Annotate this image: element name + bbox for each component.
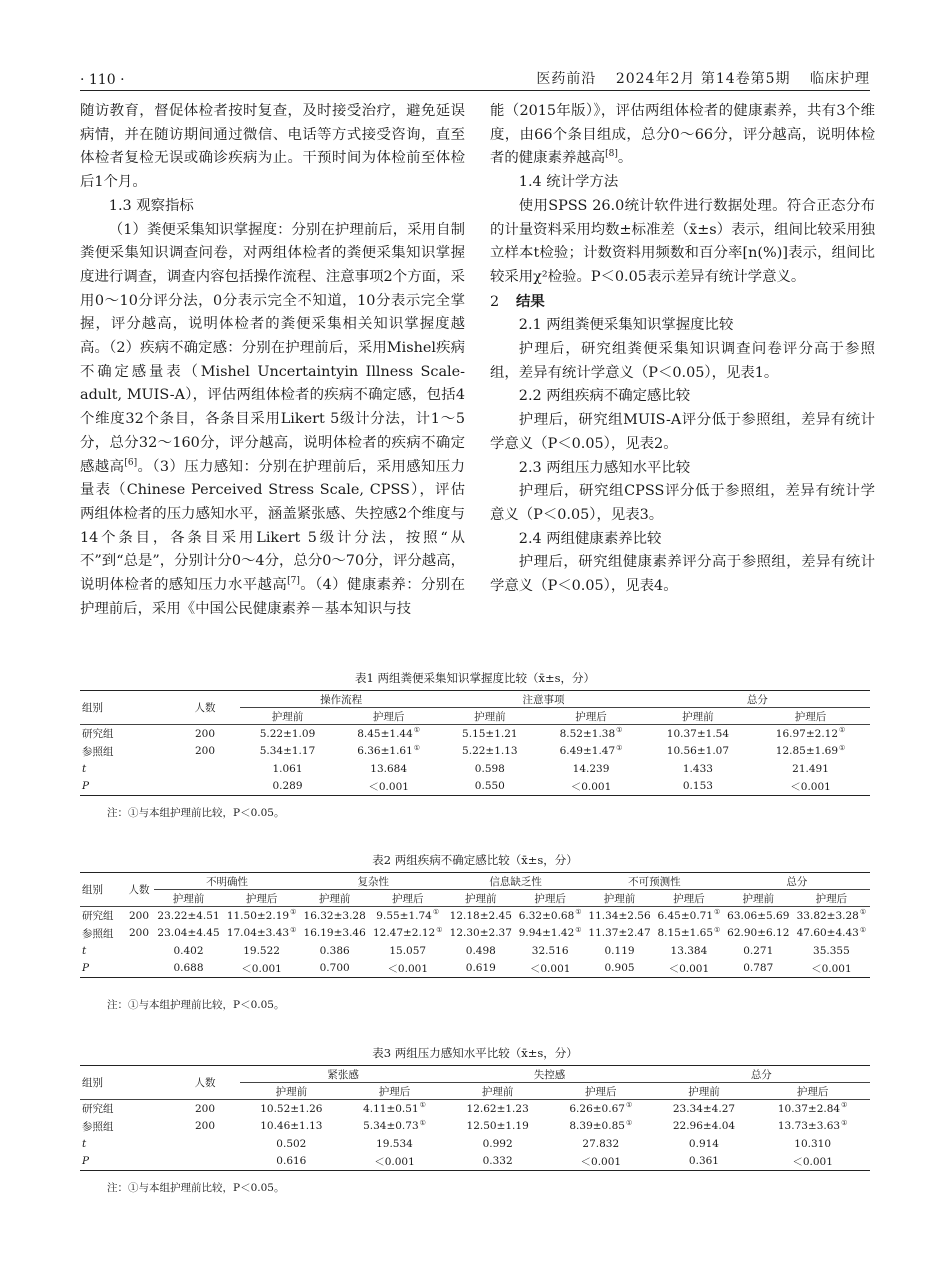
table-header: 总分 <box>645 691 870 708</box>
table-row: 参照组 200 10.46±1.13 5.34±0.73① 12.50±1.19 8.39±0.85① 22.96±4.04 13.73±3.63① <box>82 1118 848 1133</box>
table-header: 不可预测性 <box>585 873 724 890</box>
section-heading-2-4: 2.4 两组健康素养比较 <box>518 530 662 547</box>
table1 <box>80 690 870 796</box>
table-header: 人数 <box>170 1066 240 1100</box>
journal-section: 临床护理 <box>810 71 870 87</box>
page-number: · 110 · <box>80 72 125 88</box>
citation: [7] <box>287 576 300 587</box>
table-row: 研究组 200 5.22±1.09 8.45±1.44① 5.15±1.21 8.52±1.38① 10.37±1.54 16.97±2.12① <box>80 725 870 743</box>
paragraph: 随访教育，督促体检者按时复查，及时接受治疗，避免延误病情，并在随访期间通过微信、电话等方式接受咨询，直至体检者复检无误或确诊疾病为止。干预时间为体检前至体检后1个月。 <box>80 103 465 191</box>
table-subheader: 护理前 <box>240 708 335 725</box>
table-header: 信息缺乏性 <box>446 873 585 890</box>
section-heading-2-3: 2.3 两组压力感知水平比较 <box>518 459 691 476</box>
table-header: 操作流程 <box>240 691 442 708</box>
table-row: 参照组 200 5.34±1.17 6.36±1.61① 5.22±1.13 6.49±1.47① 10.56±1.07 12.85±1.69① <box>82 743 846 758</box>
table1-note: 注：①与本组护理前比较，P＜0.05。 <box>107 807 285 819</box>
paragraph: 护理后，研究组健康素养评分高于参照组，差异有统计学意义（P＜0.05），见表4。 <box>490 554 875 595</box>
paragraph: 护理后，研究组粪便采集知识调查问卷评分高于参照组，差异有统计学意义（P＜0.05），见表1。 <box>490 341 875 381</box>
journal-name: 医药前沿 <box>536 71 597 87</box>
table-row: P 0.688 ＜0.001 0.700 ＜0.001 0.619 ＜0.001 0.905 ＜0.001 0.787 ＜0.001 <box>80 960 870 978</box>
paragraph: 能（2015年版）》，评估两组体检者的健康素养，共有3个维度，由66个条目组成，总分0～66分，评分越高，说明体检者的健康素养越高[8]。 <box>490 103 875 167</box>
table-header: 组别 <box>80 691 170 725</box>
table-header: 复杂性 <box>300 873 446 890</box>
table-row: t 0.502 19.534 0.992 27.832 0.914 10.310 <box>82 1137 832 1150</box>
table2-note: 注：①与本组护理前比较，P＜0.05。 <box>107 999 285 1011</box>
citation: [8] <box>605 149 618 160</box>
section-heading-2: 2 结果 <box>490 292 545 310</box>
table-row: 研究组 200 10.52±1.26 4.11±0.51① 12.62±1.23 6.26±0.67① 23.34±4.27 10.37±2.84① <box>80 1100 870 1118</box>
journal-issue: 2024年2月 第14卷第5期 <box>615 71 791 87</box>
paragraph: 护理后，研究组CPSS评分低于参照组，差异有统计学意义（P＜0.05），见表3。 <box>490 483 875 523</box>
table-header: 组别 <box>80 1066 170 1100</box>
table-header: 人数 <box>170 691 240 725</box>
table-subheader: 护理前 <box>442 708 537 725</box>
section-heading-2-1: 2.1 两组粪便采集知识掌握度比较 <box>518 317 734 334</box>
table3: 组别 人数 紧张感 失控感 总分 护理前 护理后 护理前 护理后 护理前 护理后 研究组 200 10.52±1.26 4.11±0.51① 12.62±1.23 6.26±0.67① 23.34±4.27 10.37±2.84① 参照组 200 10.46±1.13 5.34±0.73① 12.50±1.19 8.39±0.85① 22.96±4.04 13.73±3.63① t 0.502 19.534 0.992 27.832 0.914 10.310 P 0.616 ＜0.001 0.332 ＜0.001 0.361 ＜0.001 <box>80 1065 870 1171</box>
paragraph: 护理后，研究组MUIS-A评分低于参照组，差异有统计学意义（P＜0.05），见表2。 <box>490 412 875 452</box>
section-heading-1-3: 1.3 观察指标 <box>108 197 194 214</box>
header-rule <box>80 90 870 91</box>
table-subheader: 护理后 <box>335 708 442 725</box>
table-row: t 1.061 13.684 0.598 14.239 1.433 21.491 <box>82 762 829 775</box>
table1-title: 表1 两组粪便采集知识掌握度比较（x̄±s，分） <box>355 671 595 685</box>
right-column <box>490 100 875 599</box>
table-subheader: 护理后 <box>751 708 870 725</box>
table-subheader: 护理后 <box>537 708 644 725</box>
section-heading-2-2: 2.2 两组疾病不确定感比较 <box>518 388 691 405</box>
left-column <box>80 100 465 621</box>
table3-title: 表3 两组压力感知水平比较（x̄±s，分） <box>372 1046 578 1060</box>
paragraph-statistics: 使用SPSS 26.0统计软件进行数据处理。符合正态分布的计量资料采用均数±标准差（x̄±s）表示，组间比较采用独立样本t检验；计数资料用频数和百分率[n(%)]表示，组间比较采用χ²检验。P＜0.05表示差异有统计学意义。 <box>490 197 875 285</box>
table-header: 人数 <box>124 873 154 907</box>
table-header: 失控感 <box>446 1066 652 1083</box>
page-header <box>80 62 870 88</box>
table-header: 不明确性 <box>154 873 300 890</box>
table-row: t 0.402 19.522 0.386 15.057 0.498 32.516 0.119 13.384 0.271 35.355 <box>82 944 850 957</box>
table-header: 紧张感 <box>240 1066 446 1083</box>
table-row: 研究组 200 23.22±4.51 11.50±2.19① 16.32±3.28 9.55±1.74① 12.18±2.45 6.32±0.68① 11.34±2.56 6.45±0.71① 63.06±5.69 33.82±3.28① <box>80 907 870 925</box>
table-row: P 0.616 ＜0.001 0.332 ＜0.001 0.361 ＜0.001 <box>80 1153 870 1171</box>
table-header: 注意事项 <box>442 691 644 708</box>
table-header: 组别 <box>80 873 124 907</box>
citation: [6] <box>124 457 138 468</box>
table2: 组别 人数 不明确性 复杂性 信息缺乏性 不可预测性 总分 护理前 护理后 护理前 护理后 护理前 护理后 护理前 护理后 护理前 护理后 研究组 200 23.22±4.51 11.50±2.19① 16.32±3.28 9.55±1.74① 12.18±2.45 6.32±0.68① 11.34±2.56 6.45±0.71① 63.06±5.69 33.82±3.28① 参照组 200 23.04±4.45 17.04±3.43① 16.19±3.46 12.47±2.12① 12.30±2.37 9.94±1.42① 11.37±2.47 8.15±1.65① 62.90±6.12 47.60±4.43① t 0.402 19.522 0.386 15.057 0.498 32.516 0.119 13.384 0.271 35.355 P 0.688 ＜0.001 0.700 ＜0.001 0.619 ＜0.001 0.905 ＜0.001 0.787 ＜0.001 <box>80 872 870 978</box>
table3-note: 注：①与本组护理前比较，P＜0.05。 <box>107 1182 285 1194</box>
table-subheader: 护理前 <box>645 708 751 725</box>
table-header: 总分 <box>724 873 870 890</box>
table-header: 总分 <box>653 1066 870 1083</box>
table-row: P 0.289 ＜0.001 0.550 ＜0.001 0.153 ＜0.001 <box>80 778 870 796</box>
journal-info <box>522 68 870 88</box>
paragraph-indicators: （1）粪便采集知识掌握度：分别在护理前后，采用自制粪便采集知识调查问卷，对两组体检者的粪便采集知识掌握度进行调查，调查内容包括操作流程、注意事项2个方面，采用0～10分评分法，0分表示完全不知道，10分表示完全掌握，评分越高，说明体检者的粪便采集相关知识掌握度越高。（2）疾病不确定感：分别在护理前后，采用Mishel疾病不确定感量表（Mishel Uncertaintyin Illness Scale-adult, MUIS-A），评估两组体检者的疾病不确定感，包括4个维度32个条目，各条目采用Likert 5级计分法，计1～5分，总分32～160分，评分越高，说明体检者的疾病不确定感越高[6]。（3）压力感知：分别在护理前后，采用感知压力量表（Chinese Perceived Stress Scale, CPSS），评估两组体检者的压力感知水平，涵盖紧张感、失控感2个维度与14个条目，各条目采用Likert 5级计分法，按照“从不”到“总是”，分别计分0～4分，总分0～70分，评分越高，说明体检者的感知压力水平越高[7]。（4）健康素养：分别在护理前后，采用《中国公民健康素养－基本知识与技 <box>80 221 465 617</box>
section-heading-1-4: 1.4 统计学方法 <box>518 174 619 191</box>
table-row: 参照组 200 23.04±4.45 17.04±3.43① 16.19±3.46 12.47±2.12① 12.30±2.37 9.94±1.42① 11.37±2.47 8.15±1.65① 62.90±6.12 47.60±4.43① <box>82 925 867 940</box>
table2-title: 表2 两组疾病不确定感比较（x̄±s，分） <box>372 853 578 867</box>
